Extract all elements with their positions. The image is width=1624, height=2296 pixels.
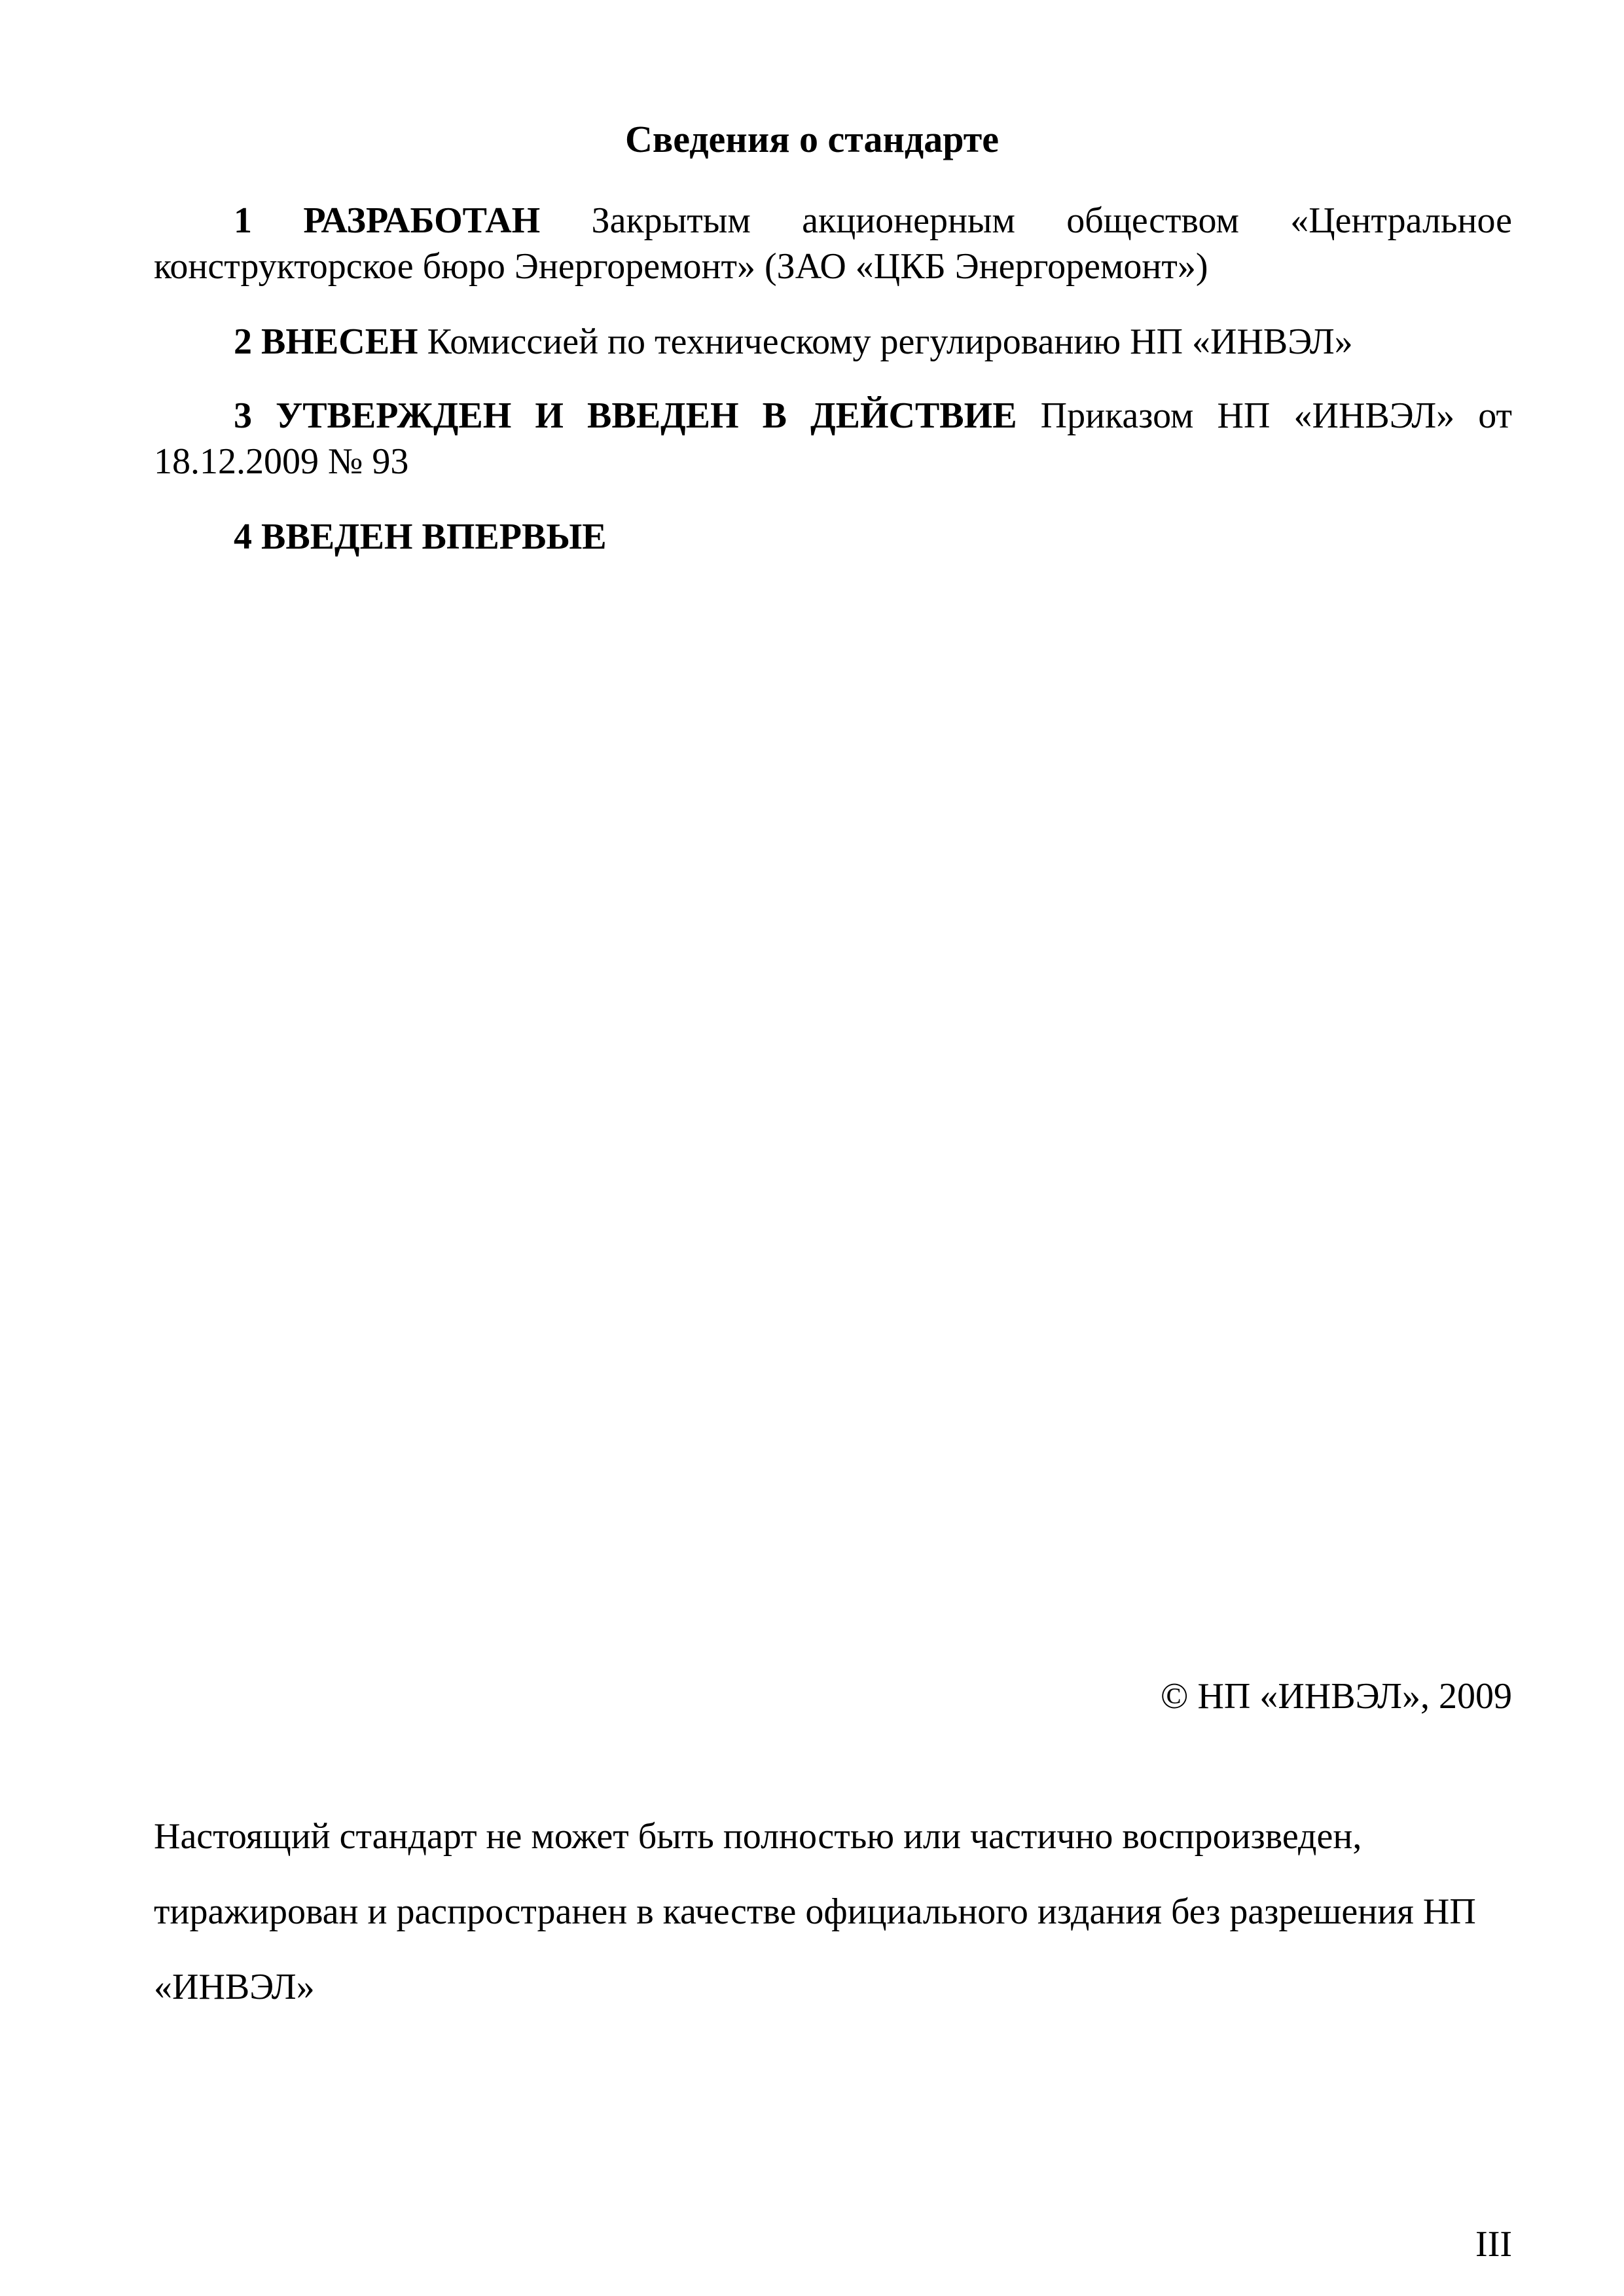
info-item-first-introduced — [154, 514, 1512, 560]
item-text: Закрытым акционерным обществом «Центральное конструкторское бюро Энергоремонт» (ЗАО «ЦКБ Энергоремонт») — [154, 200, 1512, 287]
item-heading: 4 ВВЕДЕН ВПЕРВЫЕ — [234, 517, 607, 557]
item-heading: 1 РАЗРАБОТАН — [234, 200, 541, 241]
reproduction-notice: Настоящий стандарт не может быть полностью или частично воспроизведен, тиражирован и распространен в качестве официального издания без разрешения НП «ИНВЭЛ» — [154, 1816, 1476, 2007]
info-item-submitted — [154, 319, 1512, 365]
page-title: Сведения о стандарте — [625, 118, 999, 160]
info-item-developed — [154, 198, 1512, 289]
info-item-approved — [154, 393, 1512, 484]
item-text: Комиссией по техническому регулированию НП «ИНВЭЛ» — [418, 321, 1353, 362]
item-text: Приказом НП «ИНВЭЛ» от 18.12.2009 № 93 — [154, 395, 1512, 482]
item-heading: 3 УТВЕРЖДЕН И ВВЕДЕН В ДЕЙСТВИЕ — [234, 395, 1017, 436]
copyright-notice: © НП «ИНВЭЛ», 2009 — [1160, 1676, 1512, 1717]
page-number: III — [1475, 2224, 1512, 2265]
item-heading: 2 ВНЕСЕН — [234, 321, 418, 362]
